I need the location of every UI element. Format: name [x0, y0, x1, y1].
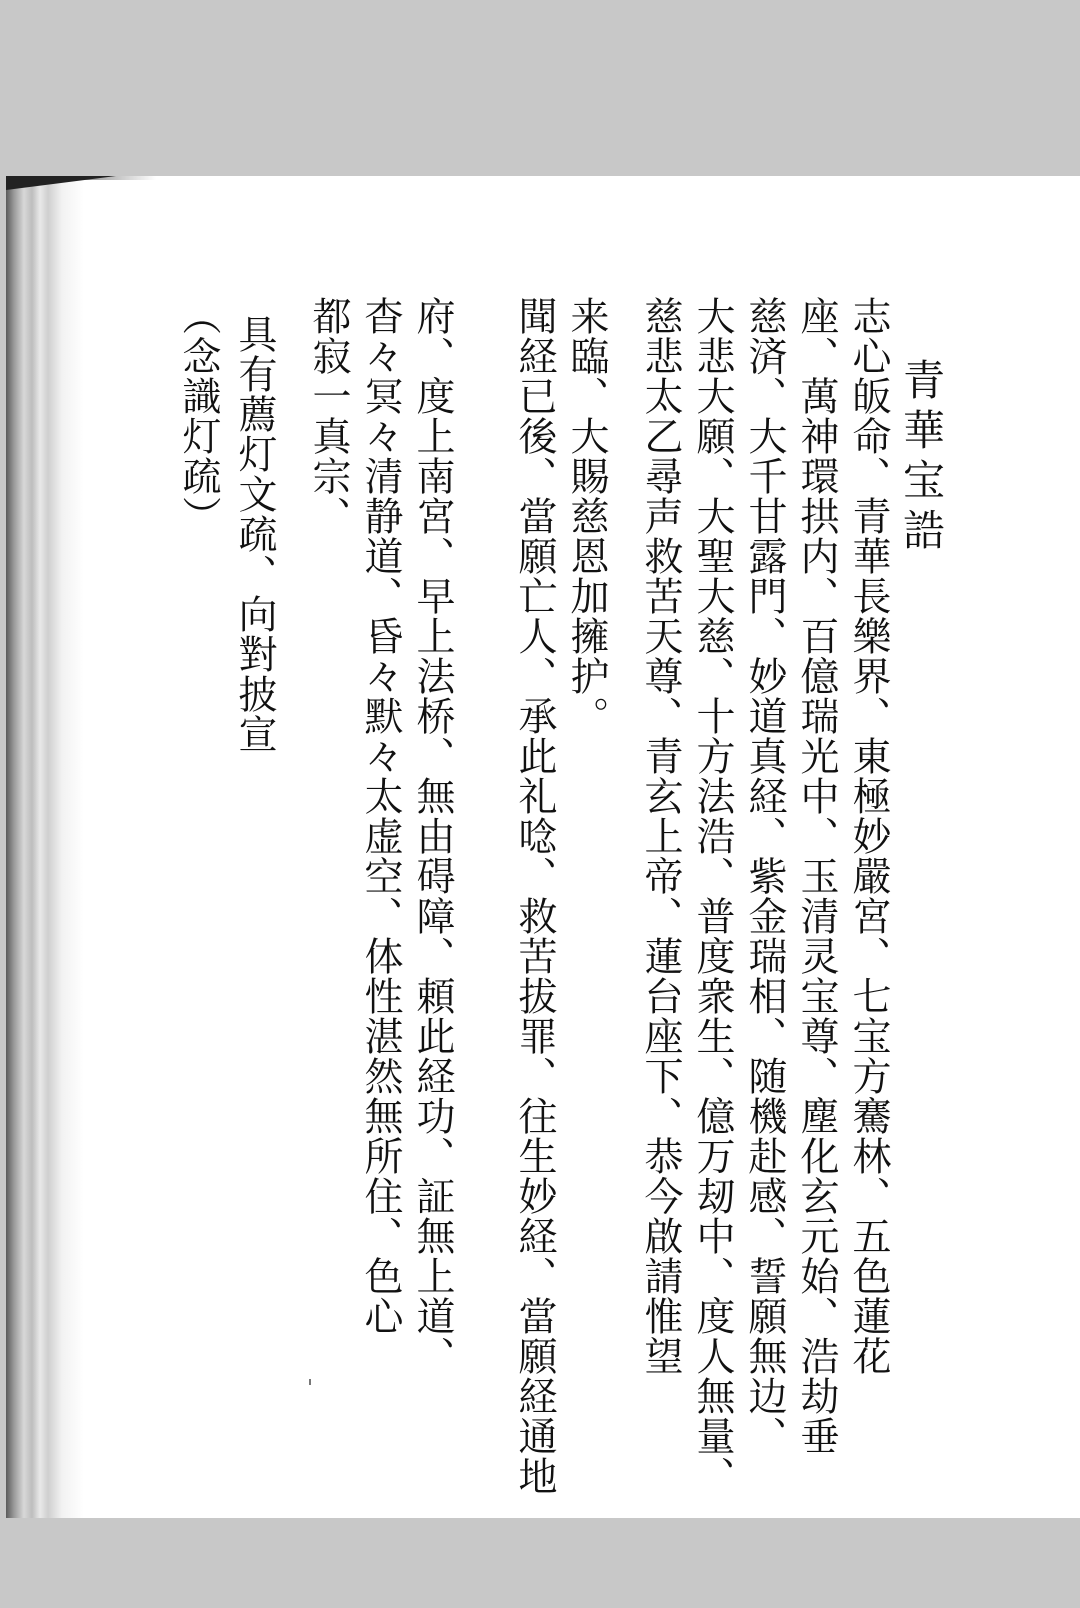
text-line-2: 座、萬神環拱内、百億瑞光中、玉清灵宝尊、塵化玄元始、浩劫垂: [794, 296, 839, 1456]
text-line-9: 杳々冥々清静道、昏々默々太虚空、体性湛然無所住、色心: [358, 296, 403, 1336]
scanned-page: [6, 176, 1080, 1518]
text-line-5: 慈悲太乙尋声救苦天尊、青玄上帝、蓮台座下、恭今啟請惟望: [638, 296, 683, 1376]
text-line-7: 聞経已後、當願亡人、承此礼唸、救苦拔罪、往生妙経、當願経通地: [512, 296, 557, 1496]
text-line-11: 具有薦灯文疏、向對披宣: [232, 314, 277, 754]
text-line-8: 府、度上南宮、早上法桥、無由碍障、頼此経功、証無上道、: [410, 296, 455, 1376]
book-gutter-shadow: [6, 176, 84, 1518]
text-line-4: 大悲大願、大聖大慈、十方法浩、普度衆生、億万刼中、度人無量、: [690, 296, 735, 1496]
text-line-6: 来臨、大賜慈恩加擁护。: [564, 296, 609, 736]
page-top-edge: [6, 176, 156, 180]
text-line-1: 志心皈命、青華長樂界、東極妙嚴宮、七宝方騫林、五色蓮花: [846, 296, 891, 1376]
text-line-12-annotation: （念識灯疏）: [176, 296, 221, 536]
text-line-10: 都寂一真宗、: [306, 296, 351, 536]
text-line-3: 慈済、大千甘露門、妙道真経、紫金瑞相、随機赴感、誓願無边、: [742, 296, 787, 1456]
scan-speck: [309, 1379, 311, 1385]
document-title: 青華宝誥: [897, 358, 946, 558]
